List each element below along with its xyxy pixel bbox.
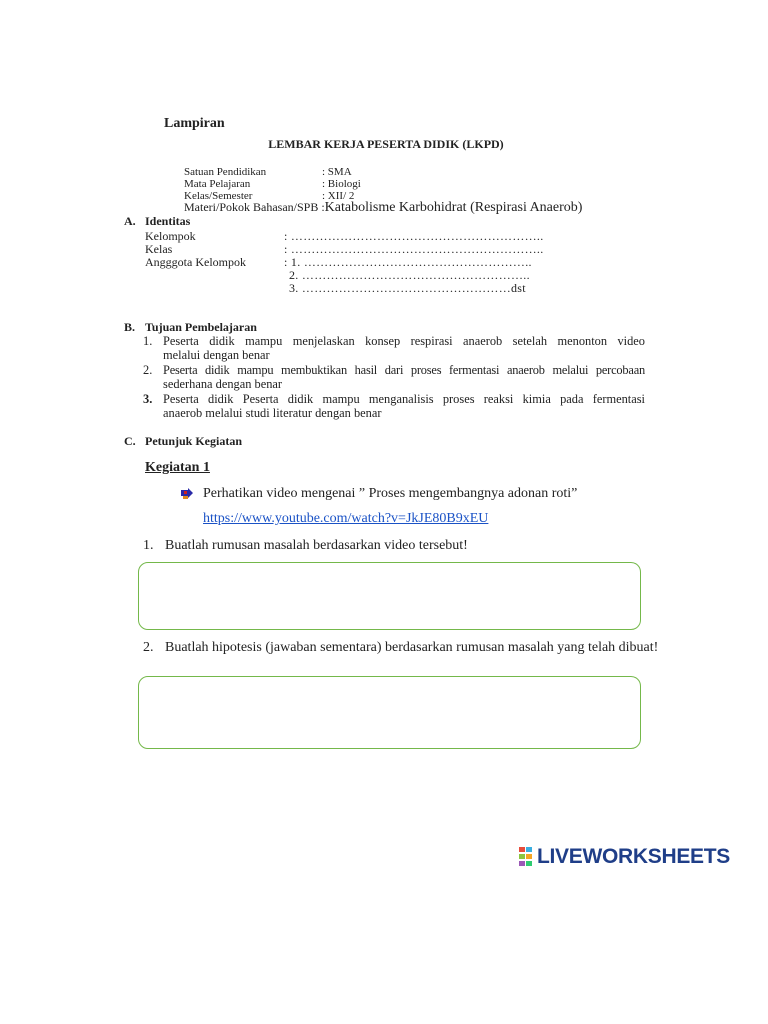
goal-list: [143, 334, 645, 420]
goal-text-line: Peserta didik Peserta didik mampu menganalisis proses reaksi kimia pada fermentasi: [163, 391, 645, 406]
brand-name: LIVEWORKSHEETS: [537, 845, 730, 868]
goal-item: [143, 363, 645, 392]
arrow-bullet-icon: [180, 488, 194, 500]
brand-logo: [519, 845, 730, 869]
materi-value: Katabolisme Karbohidrat (Respirasi Anaerob): [324, 200, 583, 215]
goal-number: 1.: [143, 334, 153, 348]
goal-text-line: sederhana dengan benar: [163, 377, 283, 392]
meta-label-kelas: Kelas/Semester: [184, 190, 253, 202]
goal-number: 3.: [143, 391, 153, 406]
section-letter-c: C.: [124, 434, 136, 448]
identitas-field-anggota-3[interactable]: 3. ……………………………………………dst: [289, 281, 526, 295]
answer-box-1[interactable]: [138, 562, 641, 630]
materi-row: [184, 200, 582, 216]
goal-item: [143, 392, 645, 421]
meta-value-satuan: : SMA: [322, 166, 352, 178]
identitas-field-kelas[interactable]: : ……………………………………………………..: [284, 242, 544, 256]
answer-input-2[interactable]: [139, 677, 640, 748]
identitas-field-anggota-1[interactable]: : 1. ………………………………………………..: [284, 255, 532, 269]
section-letter-a: A.: [124, 214, 136, 228]
question-2: [143, 640, 658, 656]
identitas-field-anggota-2[interactable]: 2. ………………………………………………..: [289, 268, 530, 282]
video-instruction: Perhatikan video mengenai ” Proses mengembangnya adonan roti”: [203, 486, 578, 501]
question-text: Buatlah rumusan masalah berdasarkan video tersebut!: [165, 538, 468, 553]
identitas-label-kelas: Kelas: [145, 242, 173, 256]
goal-text-line: melalui dengan benar: [163, 348, 270, 363]
answer-input-1[interactable]: [139, 563, 640, 629]
answer-box-2[interactable]: [138, 676, 641, 749]
meta-label-satuan: Satuan Pendidikan: [184, 166, 267, 178]
identitas-label-anggota: Angggota Kelompok: [145, 255, 246, 269]
question-number: 1.: [143, 538, 154, 553]
goal-text-line: Peserta didik mampu membuktikan hasil dari proses fermentasi anaerob melalui percobaan: [163, 362, 645, 377]
liveworksheets-logo-icon: [519, 847, 535, 867]
section-letter-b: B.: [124, 320, 136, 334]
section-title-petunjuk: Petunjuk Kegiatan: [145, 434, 243, 448]
video-link[interactable]: https://www.youtube.com/watch?v=JkJE80B9xEU: [203, 511, 489, 526]
lampiran-label: Lampiran: [164, 116, 225, 131]
meta-label-mapel: Mata Pelajaran: [184, 178, 251, 190]
materi-label: Materi/Pokok Bahasan/SPB :: [184, 200, 325, 214]
kegiatan-title: Kegiatan 1: [145, 460, 210, 475]
section-title-tujuan: Tujuan Pembelajaran: [145, 320, 257, 334]
question-1: [143, 538, 468, 554]
identitas-label-kelompok: Kelompok: [145, 229, 196, 243]
meta-value-kelas: : XII/ 2: [322, 190, 355, 202]
goal-number: 2.: [143, 362, 153, 377]
question-number: 2.: [143, 640, 154, 655]
document-title: LEMBAR KERJA PESERTA DIDIK (LKPD): [268, 137, 504, 151]
section-title-identitas: Identitas: [145, 214, 191, 228]
goal-item: [143, 334, 645, 363]
meta-value-mapel: : Biologi: [322, 178, 361, 190]
goal-text-line: anaerob melalui studi literatur dengan benar: [163, 406, 382, 421]
question-text: Buatlah hipotesis (jawaban sementara) berdasarkan rumusan masalah yang telah dibuat!: [165, 640, 659, 655]
goal-text-line: Peserta didik mampu menjelaskan konsep respirasi anaerob setelah menonton video: [163, 334, 645, 348]
identitas-field-kelompok[interactable]: : ……………………………………………………..: [284, 229, 544, 243]
